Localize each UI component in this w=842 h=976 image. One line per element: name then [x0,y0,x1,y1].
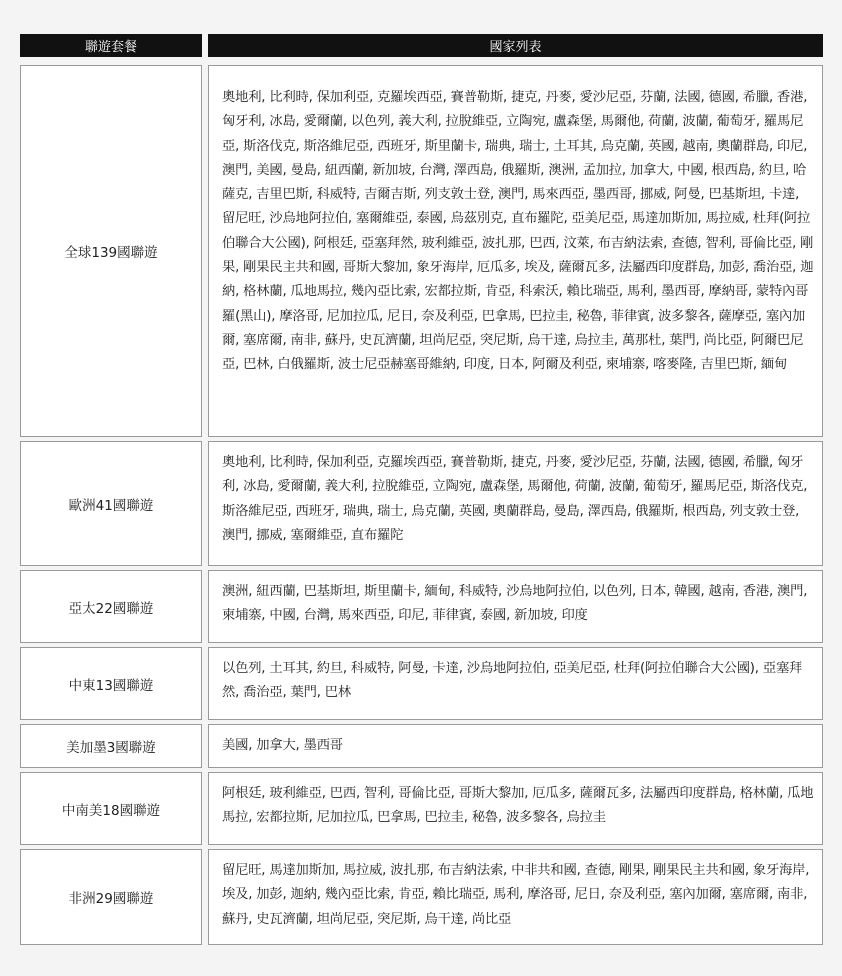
country-list: 奧地利, 比利時, 保加利亞, 克羅埃西亞, 賽普勒斯, 捷克, 丹麥, 愛沙尼亞, 芬蘭, 法國, 德國, 希臘, 匈牙利, 冰島, 愛爾蘭, 義大利, 拉脫維亞, 立陶宛, 盧森堡, 馬爾他, 荷蘭, 波蘭, 葡萄牙, 羅馬尼亞, 斯洛伐克, 斯洛維尼亞, 西班牙, 瑞典, 瑞士, 烏克蘭, 英國, 奧蘭群島, 曼島, 澤西島, 俄羅斯, 根西島, 列支敦士登, 澳門, 挪威, 塞爾維亞, 直布羅陀 [208,441,823,566]
plan-country-table [20,34,823,949]
country-list: 奧地利, 比利時, 保加利亞, 克羅埃西亞, 賽普勒斯, 捷克, 丹麥, 愛沙尼亞, 芬蘭, 法國, 德國, 希臘, 香港, 匈牙利, 冰島, 愛爾蘭, 以色列, 義大利, 拉脫維亞, 立陶宛, 盧森堡, 馬爾他, 荷蘭, 波蘭, 葡萄牙, 羅馬尼亞, 斯洛伐克, 斯洛維尼亞, 西班牙, 斯里蘭卡, 瑞典, 瑞士, 土耳其, 烏克蘭, 英國, 越南, 奧蘭群島, 印尼, 澳門, 美國, 曼島, 紐西蘭, 新加坡, 台灣, 澤西島, 俄羅斯, 澳洲, 孟加拉, 加拿大, 中國, 根西島, 約旦, 哈薩克, 吉里巴斯, 科威特, 吉爾吉斯, 列支敦士登, 澳門, 馬來西亞, 墨西哥, 挪威, 阿曼, 巴基斯坦, 卡達, 留尼旺, 沙烏地阿拉伯, 塞爾維亞, 泰國, 烏茲別克, 直布羅陀, 亞美尼亞, 馬達加斯加, 馬拉威, 杜拜(阿拉伯聯合大公國), 阿根廷, 亞塞拜然, 玻利維亞, 波扎那, 巴西, 汶萊, 布吉納法索, 查德, 智利, 哥倫比亞, 剛果, 剛果民主共和國, 哥斯大黎加, 象牙海岸, 厄瓜多, 埃及, 薩爾瓦多, 法屬西印度群島, 加彭, 喬治亞, 迦納, 格林蘭, 瓜地馬拉, 幾內亞比索, 宏都拉斯, 肯亞, 科索沃, 賴比瑞亞, 馬利, 墨西哥, 摩納哥, 蒙特內哥羅(黑山), 摩洛哥, 尼加拉瓜, 尼日, 奈及利亞, 巴拿馬, 巴拉圭, 秘魯, 菲律賓, 波多黎各, 薩摩亞, 塞內加爾, 塞席爾, 南非, 蘇丹, 史瓦濟蘭, 坦尚尼亞, 突尼斯, 烏干達, 烏拉圭, 萬那杜, 葉門, 尚比亞, 阿爾巴尼亞, 巴林, 白俄羅斯, 波士尼亞赫塞哥維納, 印度, 日本, 阿爾及利亞, 柬埔寨, 喀麥隆, 吉里巴斯, 緬甸 [208,65,823,437]
table-row [20,724,823,768]
plan-name: 歐洲41國聯遊 [20,441,202,566]
country-list: 阿根廷, 玻利維亞, 巴西, 智利, 哥倫比亞, 哥斯大黎加, 厄瓜多, 薩爾瓦多, 法屬西印度群島, 格林蘭, 瓜地馬拉, 宏都拉斯, 尼加拉瓜, 巴拿馬, 巴拉圭, 秘魯, 波多黎各, 烏拉圭 [208,772,823,845]
plan-name: 中東13國聯遊 [20,647,202,720]
table-row [20,570,823,643]
country-list: 以色列, 土耳其, 約旦, 科威特, 阿曼, 卡達, 沙烏地阿拉伯, 亞美尼亞, 杜拜(阿拉伯聯合大公國), 亞塞拜然, 喬治亞, 葉門, 巴林 [208,647,823,720]
plan-name: 全球139國聯遊 [20,65,202,437]
plan-name: 美加墨3國聯遊 [20,724,202,768]
plan-name: 非洲29國聯遊 [20,849,202,945]
table-row [20,441,823,566]
table-row [20,65,823,437]
country-list: 留尼旺, 馬達加斯加, 馬拉威, 波扎那, 布吉納法索, 中非共和國, 查德, 剛果, 剛果民主共和國, 象牙海岸, 埃及, 加彭, 迦納, 幾內亞比索, 肯亞, 賴比瑞亞, 馬利, 摩洛哥, 尼日, 奈及利亞, 塞內加爾, 塞席爾, 南非, 蘇丹, 史瓦濟蘭, 坦尚尼亞, 突尼斯, 烏干達, 尚比亞 [208,849,823,945]
table-row [20,849,823,945]
header-plan: 聯遊套餐 [20,34,202,57]
country-list: 美國, 加拿大, 墨西哥 [208,724,823,768]
country-list: 澳洲, 紐西蘭, 巴基斯坦, 斯里蘭卡, 緬甸, 科威特, 沙烏地阿拉伯, 以色列, 日本, 韓國, 越南, 香港, 澳門, 柬埔寨, 中國, 台灣, 馬來西亞, 印尼, 菲律賓, 泰國, 新加坡, 印度 [208,570,823,643]
plan-name: 亞太22國聯遊 [20,570,202,643]
plan-name: 中南美18國聯遊 [20,772,202,845]
table-header [20,34,823,57]
table-row [20,772,823,845]
header-countries: 國家列表 [208,34,823,57]
table-row [20,647,823,720]
